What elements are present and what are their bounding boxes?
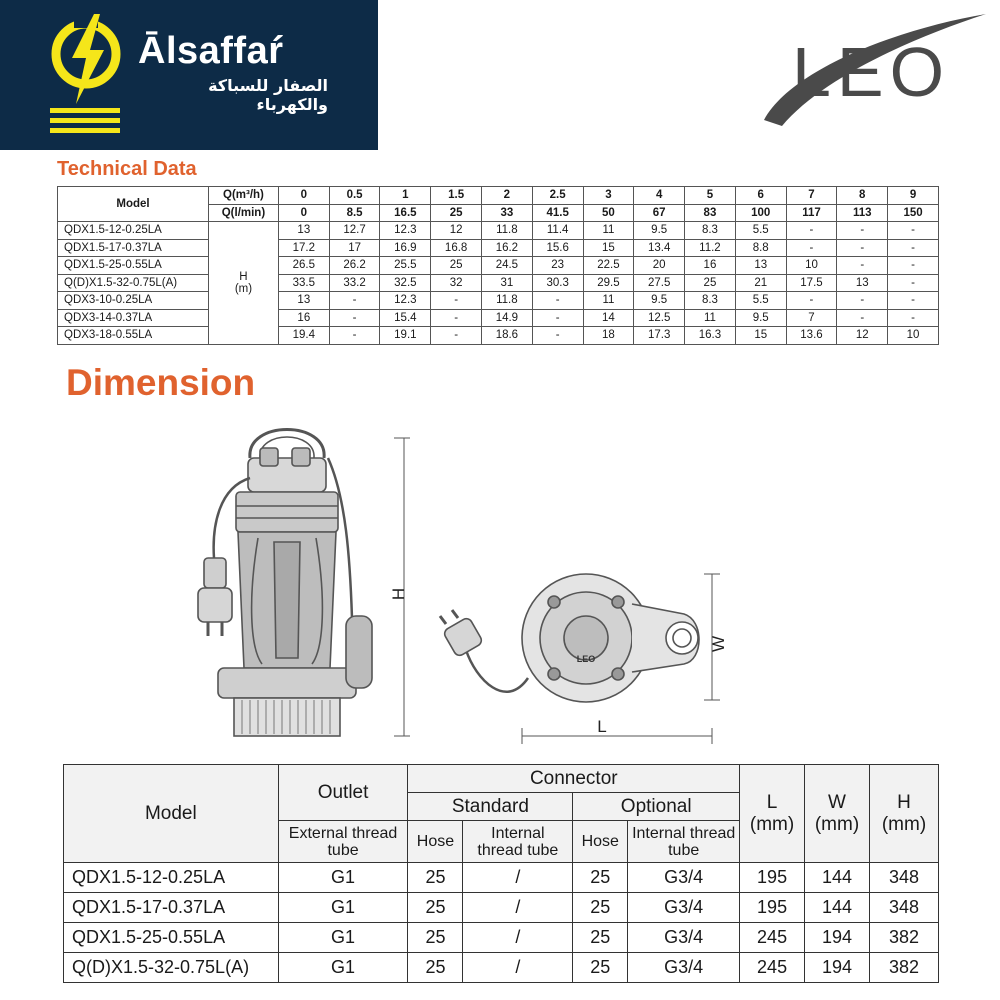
flow-m3h-value: 0.5 (329, 187, 380, 205)
head-value-cell: - (837, 292, 888, 310)
dim-w-cell: 194 (805, 923, 870, 953)
head-value-cell: - (888, 309, 939, 327)
head-value-cell: 24.5 (482, 257, 533, 275)
flow-lmin-value: 113 (837, 204, 888, 222)
lightning-bolt-logo-icon (44, 10, 130, 138)
head-value-cell: - (837, 239, 888, 257)
head-value-cell: 17.3 (634, 327, 685, 345)
head-value-cell: - (532, 309, 583, 327)
brand-name: Ālsaffaŕ (138, 30, 284, 72)
model-header: Model (58, 187, 209, 222)
flow-lmin-value: 41.5 (532, 204, 583, 222)
head-value-cell: - (837, 309, 888, 327)
dim-external-thread-header: External thread tube (278, 821, 408, 863)
head-value-cell: - (888, 222, 939, 240)
head-value-cell: - (888, 239, 939, 257)
head-value-cell: 16.3 (685, 327, 736, 345)
head-value-cell: 16.8 (431, 239, 482, 257)
pump-brand-label: LEO (576, 654, 596, 664)
head-value-cell: 8.8 (735, 239, 786, 257)
dim-optional-header: Optional (573, 793, 740, 821)
flow-lmin-value: 150 (888, 204, 939, 222)
head-unit: (m) (234, 282, 253, 295)
dim-w-header-label: W (828, 791, 846, 813)
head-value-cell: - (786, 239, 837, 257)
head-value-cell: 5.5 (735, 292, 786, 310)
flow-m3h-value: 5 (685, 187, 736, 205)
technical-model-cell: QDX1.5-17-0.37LA (58, 239, 209, 257)
dim-model-cell: Q(D)X1.5-32-0.75L(A) (64, 953, 279, 983)
dim-outlet-header: Outlet (278, 765, 408, 821)
flow-lmin-value: 117 (786, 204, 837, 222)
head-value-cell: 17.5 (786, 274, 837, 292)
technical-table-row (58, 327, 939, 345)
dimension-title: Dimension (66, 362, 256, 403)
flow-m3h-value: 0 (278, 187, 329, 205)
flow-m3h-value: 1 (380, 187, 431, 205)
head-value-cell: 13 (735, 257, 786, 275)
dim-model-cell: QDX1.5-12-0.25LA (64, 863, 279, 893)
head-value-cell: 7 (786, 309, 837, 327)
flow-m3h-row (58, 187, 939, 205)
dim-std-hose-cell: 25 (408, 893, 463, 923)
dim-opt-hose-cell: 25 (573, 953, 628, 983)
head-value-cell: 16 (278, 309, 329, 327)
head-value-cell: 15.6 (532, 239, 583, 257)
head-value-cell: 25.5 (380, 257, 431, 275)
head-value-cell: 12 (837, 327, 888, 345)
dim-model-cell: QDX1.5-25-0.55LA (64, 923, 279, 953)
dim-w-cell: 144 (805, 893, 870, 923)
head-value-cell: 11 (583, 222, 634, 240)
head-value-cell: 15 (735, 327, 786, 345)
dim-std-hose-cell: 25 (408, 923, 463, 953)
dimension-table-row (64, 953, 939, 983)
head-value-cell: 9.5 (634, 292, 685, 310)
flow-lmin-label: Q(l/min) (208, 204, 278, 222)
head-value-cell: 9.5 (634, 222, 685, 240)
head-value-cell: 17 (329, 239, 380, 257)
head-value-cell: 16 (685, 257, 736, 275)
head-value-cell: - (532, 292, 583, 310)
dim-w-label: W (709, 635, 728, 653)
head-value-cell: 19.1 (380, 327, 431, 345)
dim-h-cell: 348 (870, 893, 939, 923)
head-value-cell: 30.3 (532, 274, 583, 292)
head-value-cell: - (888, 274, 939, 292)
dim-outlet-cell: G1 (278, 893, 408, 923)
dim-h-cell: 382 (870, 923, 939, 953)
head-value-cell: 27.5 (634, 274, 685, 292)
flow-lmin-value: 83 (685, 204, 736, 222)
head-value-cell: - (888, 257, 939, 275)
head-value-cell: 11.4 (532, 222, 583, 240)
head-value-cell: 12.5 (634, 309, 685, 327)
dim-opt-internal-cell: G3/4 (628, 923, 740, 953)
head-value-cell: - (329, 327, 380, 345)
technical-table-row (58, 222, 939, 240)
head-value-cell: 13 (837, 274, 888, 292)
dim-h-cell: 348 (870, 863, 939, 893)
technical-model-cell: QDX1.5-12-0.25LA (58, 222, 209, 240)
head-value-cell: 26.5 (278, 257, 329, 275)
head-value-cell: 12.7 (329, 222, 380, 240)
dim-l-header (740, 765, 805, 863)
dim-l-header-label: L (766, 791, 778, 813)
dim-std-internal-cell: / (463, 923, 573, 953)
dim-h-header (870, 765, 939, 863)
flow-lmin-value: 25 (431, 204, 482, 222)
head-value-cell: - (888, 292, 939, 310)
head-value-cell: 11 (685, 309, 736, 327)
head-value-cell: 11.8 (482, 222, 533, 240)
technical-table-row (58, 292, 939, 310)
head-value-cell: 29.5 (583, 274, 634, 292)
dim-l-cell: 195 (740, 893, 805, 923)
technical-table-row (58, 257, 939, 275)
dim-l-label: L (597, 717, 607, 736)
head-value-cell: 13.6 (786, 327, 837, 345)
leo-logo-icon (752, 8, 996, 132)
technical-model-cell: QDX1.5-25-0.55LA (58, 257, 209, 275)
flow-lmin-value: 33 (482, 204, 533, 222)
brand-arabic-name: الصفار للسباكة والكهرباء (208, 76, 328, 114)
flow-lmin-value: 8.5 (329, 204, 380, 222)
technical-model-cell: QDX3-18-0.55LA (58, 327, 209, 345)
leo-logo-text: LEO (792, 33, 951, 111)
dim-std-internal-cell: / (463, 893, 573, 923)
head-value-cell: 32.5 (380, 274, 431, 292)
dimension-table-row (64, 923, 939, 953)
flow-lmin-value: 50 (583, 204, 634, 222)
dim-opt-hose-cell: 25 (573, 893, 628, 923)
head-value-cell: 11.2 (685, 239, 736, 257)
head-value-cell: 13.4 (634, 239, 685, 257)
flow-m3h-value: 8 (837, 187, 888, 205)
dim-std-internal-cell: / (463, 863, 573, 893)
dim-std-hose-header: Hose (408, 821, 463, 863)
dimension-table-row (64, 863, 939, 893)
dim-model-cell: QDX1.5-17-0.37LA (64, 893, 279, 923)
head-value-cell: 31 (482, 274, 533, 292)
head-value-cell: 13 (278, 222, 329, 240)
head-value-cell: 10 (786, 257, 837, 275)
dim-std-internal-cell: / (463, 953, 573, 983)
dim-outlet-cell: G1 (278, 953, 408, 983)
head-value-cell: 10 (888, 327, 939, 345)
dim-opt-internal-header: Internal thread tube (628, 821, 740, 863)
dimension-table-row (64, 893, 939, 923)
flow-lmin-value: 0 (278, 204, 329, 222)
head-value-cell: 20 (634, 257, 685, 275)
flow-m3h-value: 3 (583, 187, 634, 205)
flow-lmin-value: 16.5 (380, 204, 431, 222)
flow-lmin-value: 67 (634, 204, 685, 222)
head-value-cell: - (329, 292, 380, 310)
head-value-cell: 16.2 (482, 239, 533, 257)
dim-outlet-cell: G1 (278, 923, 408, 953)
head-value-cell: - (532, 327, 583, 345)
technical-table-row (58, 239, 939, 257)
technical-model-cell: Q(D)X1.5-32-0.75L(A) (58, 274, 209, 292)
flow-m3h-value: 2.5 (532, 187, 583, 205)
flow-m3h-label: Q(m³/h) (208, 187, 278, 205)
dim-connector-header: Connector (408, 765, 740, 793)
head-value-cell: 33.2 (329, 274, 380, 292)
head-value-cell: 23 (532, 257, 583, 275)
head-value-cell: 9.5 (735, 309, 786, 327)
pump-side-view-drawing (188, 418, 420, 748)
head-value-cell: 21 (735, 274, 786, 292)
dim-w-unit: (mm) (814, 813, 860, 835)
head-value-cell: 5.5 (735, 222, 786, 240)
head-value-cell: - (786, 222, 837, 240)
head-value-cell: 22.5 (583, 257, 634, 275)
head-value-cell: - (431, 292, 482, 310)
dim-std-internal-header: Internal thread tube (463, 821, 573, 863)
head-value-cell: 8.3 (685, 222, 736, 240)
dim-outlet-cell: G1 (278, 863, 408, 893)
technical-model-cell: QDX3-10-0.25LA (58, 292, 209, 310)
head-value-cell: - (786, 292, 837, 310)
head-value-cell: 25 (685, 274, 736, 292)
head-value-cell: 15 (583, 239, 634, 257)
dim-l-cell: 245 (740, 923, 805, 953)
brand-banner (0, 0, 378, 150)
dim-opt-internal-cell: G3/4 (628, 863, 740, 893)
flow-m3h-value: 2 (482, 187, 533, 205)
head-value-cell: 14 (583, 309, 634, 327)
head-value-cell: 16.9 (380, 239, 431, 257)
dim-l-unit: (mm) (749, 813, 795, 835)
flow-m3h-value: 6 (735, 187, 786, 205)
head-value-cell: 26.2 (329, 257, 380, 275)
head-value-cell: 14.9 (482, 309, 533, 327)
dim-opt-internal-cell: G3/4 (628, 893, 740, 923)
dim-h-unit: (mm) (881, 813, 927, 835)
head-value-cell: 8.3 (685, 292, 736, 310)
dim-l-cell: 245 (740, 953, 805, 983)
pump-top-view-drawing (436, 560, 736, 750)
technical-data-table (57, 186, 939, 345)
dim-opt-hose-cell: 25 (573, 863, 628, 893)
dim-opt-internal-cell: G3/4 (628, 953, 740, 983)
head-label: H (239, 270, 248, 283)
head-value-cell: 32 (431, 274, 482, 292)
head-value-cell: 11.8 (482, 292, 533, 310)
head-value-cell: - (837, 257, 888, 275)
head-value-cell: 12.3 (380, 292, 431, 310)
dim-std-hose-cell: 25 (408, 953, 463, 983)
technical-table-row (58, 309, 939, 327)
head-value-cell: - (837, 222, 888, 240)
dim-model-header: Model (64, 765, 279, 863)
head-value-cell: 25 (431, 257, 482, 275)
dim-l-cell: 195 (740, 863, 805, 893)
dim-w-cell: 144 (805, 863, 870, 893)
technical-data-title: Technical Data (57, 158, 197, 180)
flow-m3h-value: 1.5 (431, 187, 482, 205)
dim-h-cell: 382 (870, 953, 939, 983)
head-value-cell: 12 (431, 222, 482, 240)
dim-opt-hose-cell: 25 (573, 923, 628, 953)
head-label-cell (208, 222, 278, 345)
head-value-cell: 18.6 (482, 327, 533, 345)
dim-opt-hose-header: Hose (573, 821, 628, 863)
flow-m3h-value: 7 (786, 187, 837, 205)
head-value-cell: - (329, 309, 380, 327)
flow-m3h-value: 9 (888, 187, 939, 205)
head-value-cell: - (431, 309, 482, 327)
dim-std-hose-cell: 25 (408, 863, 463, 893)
head-value-cell: 15.4 (380, 309, 431, 327)
head-value-cell: 12.3 (380, 222, 431, 240)
flow-lmin-value: 100 (735, 204, 786, 222)
dim-w-cell: 194 (805, 953, 870, 983)
technical-table-row (58, 274, 939, 292)
dim-header-row-1 (64, 765, 939, 793)
head-value-cell: 17.2 (278, 239, 329, 257)
dim-w-header (805, 765, 870, 863)
head-value-cell: 18 (583, 327, 634, 345)
head-value-cell: 11 (583, 292, 634, 310)
head-value-cell: - (431, 327, 482, 345)
dim-h-header-label: H (897, 791, 911, 813)
head-value-cell: 19.4 (278, 327, 329, 345)
dim-h-label: H (389, 587, 408, 601)
flow-m3h-value: 4 (634, 187, 685, 205)
head-value-cell: 13 (278, 292, 329, 310)
technical-model-cell: QDX3-14-0.37LA (58, 309, 209, 327)
head-value-cell: 33.5 (278, 274, 329, 292)
dim-standard-header: Standard (408, 793, 573, 821)
dimension-table (63, 764, 939, 983)
